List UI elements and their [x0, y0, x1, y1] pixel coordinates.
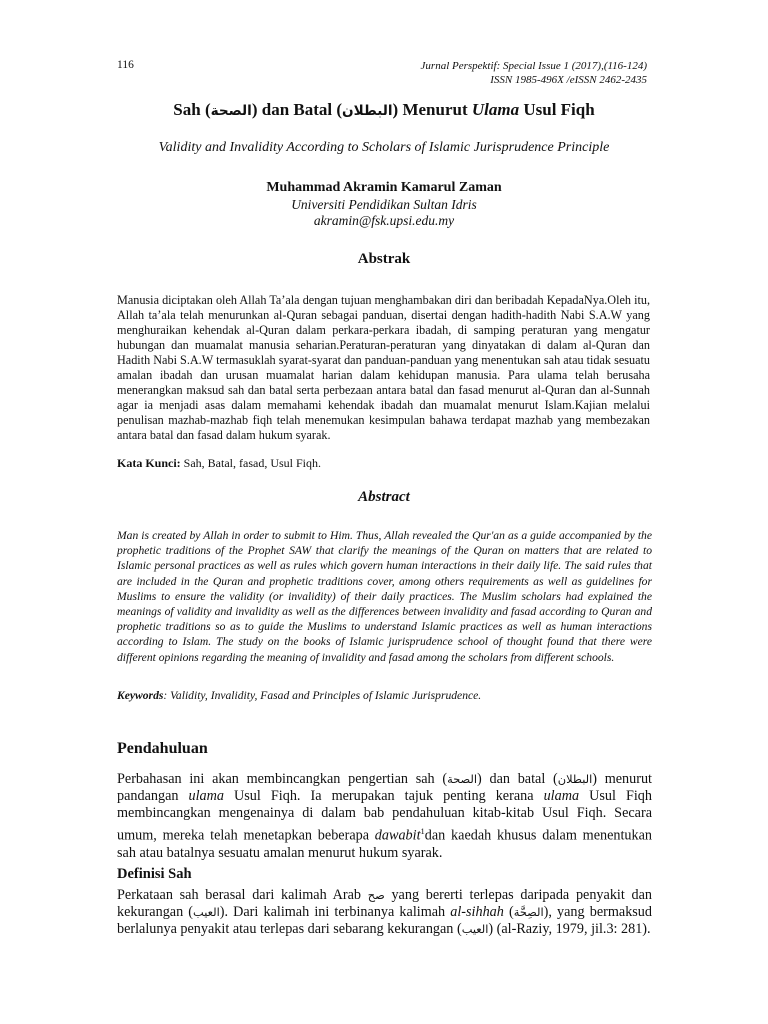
author-email: akramin@fsk.upsi.edu.my — [313, 213, 455, 228]
abstrak-body: Manusia diciptakan oleh Allah Ta’ala dengan tujuan menghambakan diri dan beribadah KepadaNya.Oleh itu, Allah ta’ala telah menurunkan al-Quran sebagai panduan, disertai dengan hadith-hadith Nabi S.A.W yang menghuraikan kehendak al-Quran dalam perkara-perkara ibadah, di samping peraturan yang mengatur hubungan dan muamalat manusia seharian.Peraturan-peraturan yang dinyatakan di dalam al-Quran dan Hadith Nabi S.A.W termasuklah syarat-syarat dan panduan-panduan yang menentukan sah atau tidak sesuatu amalan ibadah dan urusan muamalat harian dalam kehidupan manusia. Para ulama telah berusaha menerangkan maksud sah dan batal serta perbezaan antara batal dan fasad menurut al-Quran dan al-Sunnah agar ia menjadi asas dalam memahami kehendak ibadah dan muamalat menurut Islam.Kajian melalui penulisan mazhab-mazhab fiqh telah menemukan kesimpulan bahawa terdapat mazhab yang membezakan antara batal dan fasad dalam hukum syarak. — [117, 293, 650, 442]
abstract-body: Man is created by Allah in order to submit to Him. Thus, Allah revealed the Qur'an as a guide accompanied by the prophetic traditions of the Prophet SAW that clarify the meanings of the Quran on matters that are related to Islamic personal practices as well as rules which govern human interactions in their daily life. The said rules that are included in the Quran and prophetic traditions cover, among others requirements as well as guidelines for Muslims to ensure the validity (or invalidity) of their daily practices. The Muslim scholars had explained the meanings of validity and invalidity as well as the differences between invalidity and fasad according to Quran and prophetic traditions so as to guide the Muslims to understand Islamic practices as well as human interactions according to Islam. The study on the books of Islamic jurisprudence school of thought found that there were different opinions regarding the meaning of invalidity and fasad among the scholars from different schools. — [117, 529, 652, 664]
arabic-text: الصِحَّة — [513, 905, 544, 920]
section-heading-definisi-sah: Definisi Sah — [117, 866, 192, 882]
kata-kunci: Kata Kunci: Sah, Batal, fasad, Usul Fiqh. — [117, 456, 321, 470]
arabic-text: الصحة — [210, 103, 252, 119]
abstract-heading: Abstract — [358, 489, 410, 505]
journal-issn: ISSN 1985-496X /eISSN 2462-2435 — [490, 74, 647, 86]
definisi-paragraph: Perkataan sah berasal dari kalimah Arab صح yang bererti terlepas daripada penyakit dan kekurangan (العيب). Dari kalimah ini terbinanya kalimah al-sihhah (الصِحَّة), yang bermaksud berlalunya penyakit atau terlepas dari sebarang kekurangan (العيب) (al-Raziy, 1979, jil.3: 281). — [117, 887, 653, 938]
journal-citation: Jurnal Perspektif: Special Issue 1 (2017),(116-124) — [420, 60, 647, 72]
author-affiliation: Universiti Pendidikan Sultan Idris — [291, 197, 477, 212]
arabic-text: البطلان — [557, 772, 593, 786]
arabic-text: البطلان — [342, 103, 393, 119]
arabic-text: صح — [367, 888, 385, 902]
abstrak-heading: Abstrak — [357, 251, 411, 267]
arabic-text: الصحة — [447, 772, 478, 786]
section-heading-pendahuluan: Pendahuluan — [117, 740, 208, 757]
pendahuluan-paragraph: Perbahasan ini akan membincangkan pengertian sah (الصحة) dan batal (البطلان) menurut pandangan ulama Usul Fiqh. Ia merupakan tajuk penting kerana ulama Usul Fiqh membincangkan mengenainya di dalam bab pendahuluan kitab-kitab Usul Fiqh. Secara umum, mereka telah menetapkan beberapa dawabit$^1$dan kaedah khusus dalam menentukan sah atau batalnya sesuatu amalan menurut hukum syarak. — [117, 771, 653, 861]
arabic-text: العيب — [461, 922, 489, 937]
author-name: Muhammad Akramin Kamarul Zaman — [266, 180, 502, 195]
footnote-ref: 1 — [420, 825, 425, 836]
paper-subtitle: Validity and Invalidity According to Scholars of Islamic Jurisprudence Principle — [158, 140, 610, 155]
arabic-text: العيب — [193, 905, 220, 920]
paper-title: Sah (الصحة) dan Batal (البطلان) Menurut Ulama Usul Fiqh — [173, 100, 595, 119]
journal-header — [421, 59, 647, 87]
keywords: Keywords: Validity, Invalidity, Fasad and Principles of Islamic Jurisprudence. — [117, 689, 482, 702]
page-number: 116 — [117, 59, 134, 71]
